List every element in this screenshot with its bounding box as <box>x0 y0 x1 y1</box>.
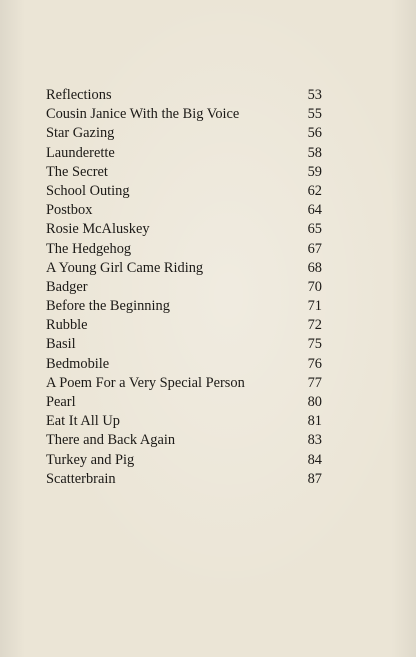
toc-entry <box>0 470 416 489</box>
toc-entry-page: 55 <box>307 106 322 123</box>
toc-entry-page: 84 <box>307 451 322 468</box>
toc-entry <box>0 182 416 201</box>
toc-entry-title: Bedmobile <box>46 355 110 372</box>
toc-entry-page: 70 <box>307 278 322 295</box>
toc-entry <box>0 259 416 278</box>
toc-entry <box>0 335 416 354</box>
toc-entry-title: Reflections <box>46 87 112 103</box>
toc-entry-title: Badger <box>46 278 88 295</box>
toc-entry <box>0 105 416 124</box>
toc-entry-page: 81 <box>307 413 322 430</box>
toc-entry-title: Rosie McAluskey <box>46 221 150 238</box>
toc-entry-page: 64 <box>307 202 322 219</box>
toc-entry-page: 58 <box>307 144 322 161</box>
toc-entry-title: Star Gazing <box>46 125 115 142</box>
toc-entry-page: 56 <box>307 125 322 142</box>
toc-entry-title: A Young Girl Came Riding <box>46 259 204 276</box>
toc-entry-title: Pearl <box>46 394 76 410</box>
toc-entry-title: Before the Beginning <box>46 298 170 315</box>
toc-entry-title: The Hedgehog <box>46 240 132 257</box>
toc-entry <box>0 393 416 412</box>
toc-entry-page: 83 <box>307 432 322 449</box>
toc-entry <box>0 451 416 470</box>
toc-entry-title: Launderette <box>46 144 115 161</box>
toc-entry <box>0 201 416 220</box>
toc-entry-page: 77 <box>307 374 322 391</box>
toc-entry <box>0 240 416 259</box>
toc-entry-page: 80 <box>307 394 322 410</box>
toc-entry-title: Eat It All Up <box>46 413 120 430</box>
toc-entry <box>0 297 416 316</box>
toc-entry <box>0 431 416 450</box>
toc-entry-title: There and Back Again <box>46 432 176 449</box>
toc-entry-page: 65 <box>307 221 322 238</box>
toc-entry-title: Postbox <box>46 202 93 219</box>
table-of-contents <box>0 86 416 489</box>
toc-entry-title: Turkey and Pig <box>46 451 135 468</box>
toc-entry-page: 68 <box>307 259 322 276</box>
toc-entry <box>0 144 416 163</box>
toc-entry <box>0 374 416 393</box>
toc-entry-page: 76 <box>307 355 322 372</box>
toc-entry-page: 71 <box>307 298 322 315</box>
toc-entry-page: 62 <box>307 182 322 199</box>
toc-entry <box>0 412 416 431</box>
toc-entry <box>0 355 416 374</box>
toc-entry <box>0 86 416 105</box>
toc-entry-title: A Poem For a Very Special Person <box>46 374 245 391</box>
toc-entry-title: Scatterbrain <box>46 470 116 487</box>
toc-entry-page: 87 <box>307 470 322 487</box>
toc-entry <box>0 220 416 239</box>
toc-entry-title: Rubble <box>46 317 88 334</box>
toc-entry <box>0 316 416 335</box>
toc-entry-page: 53 <box>307 87 322 103</box>
toc-entry <box>0 278 416 297</box>
toc-entry-page: 59 <box>307 163 322 180</box>
toc-entry-title: Basil <box>46 336 76 353</box>
toc-entry-page: 67 <box>307 240 322 257</box>
toc-entry <box>0 124 416 143</box>
toc-entry-title: Cousin Janice With the Big Voice <box>46 106 240 123</box>
toc-entry-title: The Secret <box>46 163 108 180</box>
toc-entry-page: 75 <box>307 336 322 353</box>
toc-entry-page: 72 <box>307 317 322 334</box>
toc-entry-title: School Outing <box>46 182 130 199</box>
toc-entry <box>0 163 416 182</box>
